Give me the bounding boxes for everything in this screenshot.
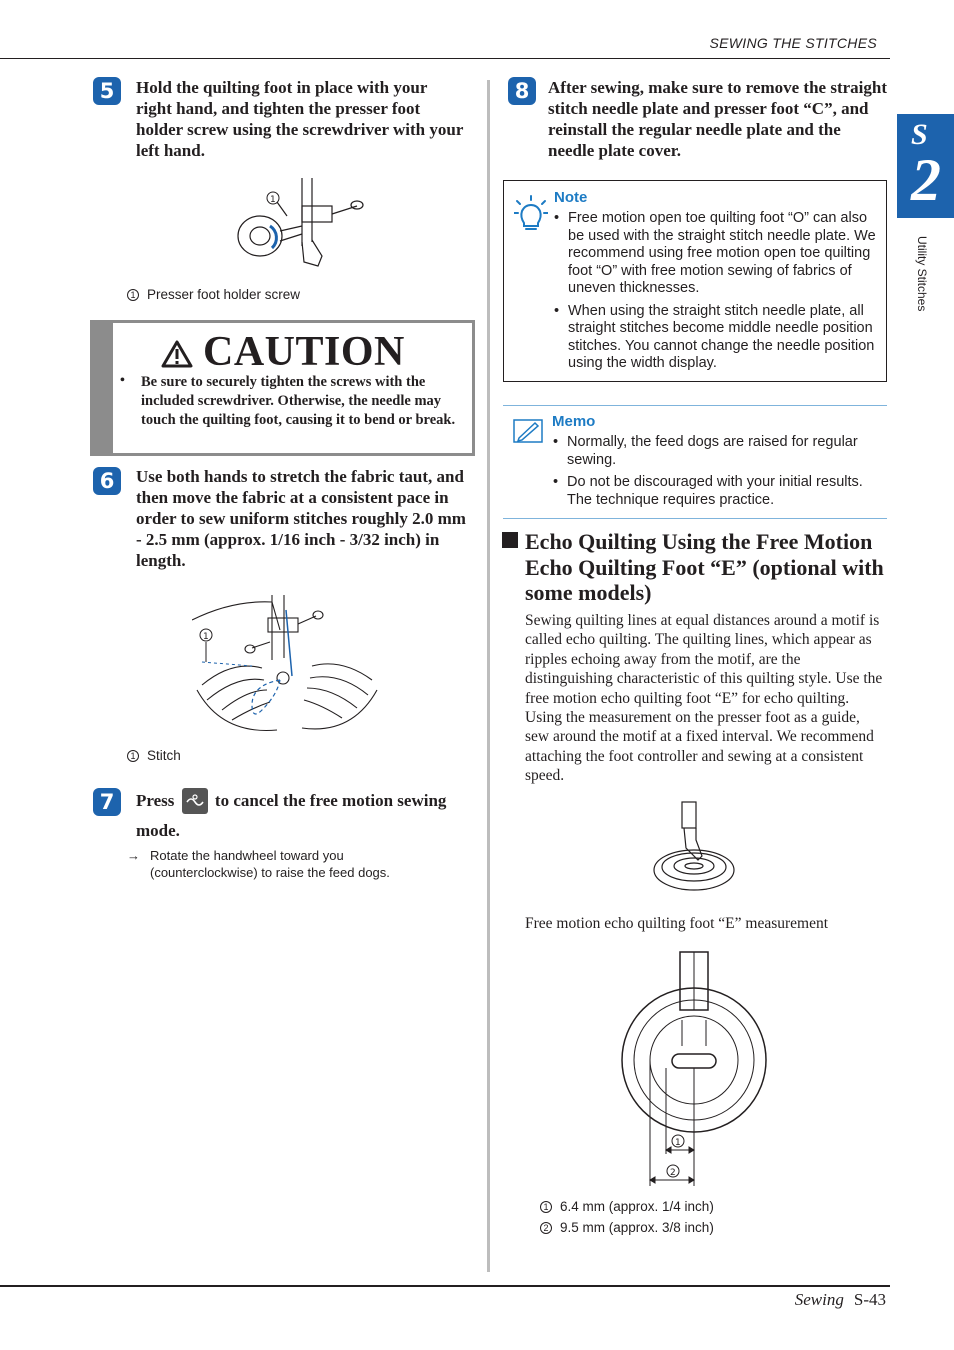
step-7-badge: 7 — [93, 788, 121, 816]
caution-bullet: • — [120, 373, 125, 388]
step-6-badge: 6 — [93, 467, 121, 495]
memo-item: • Normally, the feed dogs are raised for regular sewing. — [553, 434, 883, 469]
step-6-caption — [127, 747, 181, 765]
footer-section: Sewing — [794, 1290, 844, 1309]
result-text: Rotate the handwheel toward you (counterclockwise) to raise the feed dogs. — [150, 848, 390, 880]
measurement-number: 2 — [540, 1222, 552, 1234]
memo-bottom-rule — [503, 518, 887, 519]
measurement-2 — [540, 1219, 714, 1237]
memo-top-rule — [503, 405, 887, 406]
echo-quilting-foot-illustration — [652, 800, 736, 894]
caution-title: CAUTION — [203, 329, 405, 375]
free-motion-mode-button-icon[interactable] — [182, 788, 208, 814]
footer-rule — [0, 1285, 890, 1287]
caution-text: Be sure to securely tighten the screws with the included screwdriver. Otherwise, the needle may touch the quilting foot, causing it to bend or break. — [141, 374, 456, 428]
chapter-letter: S — [911, 118, 928, 151]
note-item: • When using the straight stitch needle plate, all straight stitches become middle needle position stitches. You cannot change the needle position using the width display. — [554, 303, 879, 373]
section-square-marker — [502, 532, 518, 548]
section-heading: Echo Quilting Using the Free Motion Echo Quilting Foot “E” (optional with some models) — [525, 529, 884, 605]
note-title: Note — [554, 189, 588, 206]
caution-box — [90, 320, 475, 456]
note-list — [554, 210, 879, 378]
step-7-result — [127, 847, 427, 881]
caption-text: Stitch — [147, 748, 181, 763]
svg-text:1: 1 — [675, 1138, 681, 1148]
running-header: SEWING THE STITCHES — [709, 35, 877, 51]
measurement-text: 9.5 mm (approx. 3/8 inch) — [560, 1220, 714, 1235]
memo-list — [553, 434, 883, 514]
svg-text:2: 2 — [670, 1168, 676, 1178]
caption-number-1: 1 — [127, 750, 139, 762]
result-arrow: → — [127, 848, 140, 863]
step-7-text-before: Press — [136, 791, 175, 810]
page-number: S-43 — [853, 1290, 886, 1309]
caption-text: Presser foot holder screw — [147, 287, 301, 302]
note-item: • Free motion open toe quilting foot “O” can also be used with the straight stitch needle plate. We recommend using free motion open toe quilting foot “O” with free motion sewing of fabrics of uneven thicknesses. — [554, 210, 879, 298]
svg-text:1: 1 — [203, 632, 209, 642]
svg-text:1: 1 — [270, 195, 276, 205]
memo-item: • Do not be discouraged with your initial results. The technique requires practice. — [553, 474, 883, 509]
echo-foot-measurement-diagram — [620, 950, 770, 1188]
note-box — [503, 180, 887, 382]
step-6-text: Use both hands to stretch the fabric taut, and then move the fabric at a consistent pace in order to sew uniform stitches roughly 2.0 mm - 2.5 mm (approx. 1/16 inch - 3/32 inch) in length. — [136, 467, 466, 570]
chapter-tab — [897, 114, 954, 218]
step-5-text: Hold the quilting foot in place with your right hand, and tighten the presser foot holder screw using the screwdriver with your left hand. — [136, 78, 464, 160]
column-divider — [487, 80, 490, 1272]
step-8-text: After sewing, make sure to remove the straight stitch needle plate and presser foot “C”, and reinstall the regular needle plate and the needle plate cover. — [548, 78, 887, 160]
measurement-text: 6.4 mm (approx. 1/4 inch) — [560, 1199, 714, 1214]
step-5-caption — [127, 286, 300, 304]
measurement-number: 1 — [540, 1201, 552, 1213]
step-7-text — [136, 786, 476, 846]
memo-title: Memo — [552, 413, 596, 430]
warning-triangle-icon — [161, 340, 193, 368]
chapter-side-label: Utility Stitches — [915, 236, 929, 312]
caption-number-1: 1 — [127, 289, 139, 301]
memo-pencil-icon — [513, 418, 545, 444]
hands-stitching-illustration — [192, 590, 382, 742]
step-8-badge: 8 — [508, 77, 536, 105]
step-7-text-after: to cancel the free motion sewing mode. — [136, 791, 447, 840]
caution-panel — [113, 323, 472, 453]
section-body: Sewing quilting lines at equal distances around a motif is called echo quilting. The quilting lines, which appear as ripples echoing away from the motif, are the distinguishing characteristic of this quilting style. Use the free motion echo quilting foot “E” for echo quilting. Using the measurement on the presser foot as a guide, sew around the motif at a fixed interval. We recommend attaching the foot controller and sewing at a consistent speed. — [525, 612, 883, 785]
measurement-1 — [540, 1198, 714, 1216]
lightbulb-icon — [514, 195, 548, 235]
figure-caption: Free motion echo quilting foot “E” measurement — [525, 915, 829, 932]
chapter-number: 2 — [911, 147, 941, 213]
page-footer — [795, 1290, 886, 1310]
step-5-badge: 5 — [93, 77, 121, 105]
header-rule — [0, 58, 890, 59]
presser-foot-screw-illustration — [232, 176, 372, 276]
